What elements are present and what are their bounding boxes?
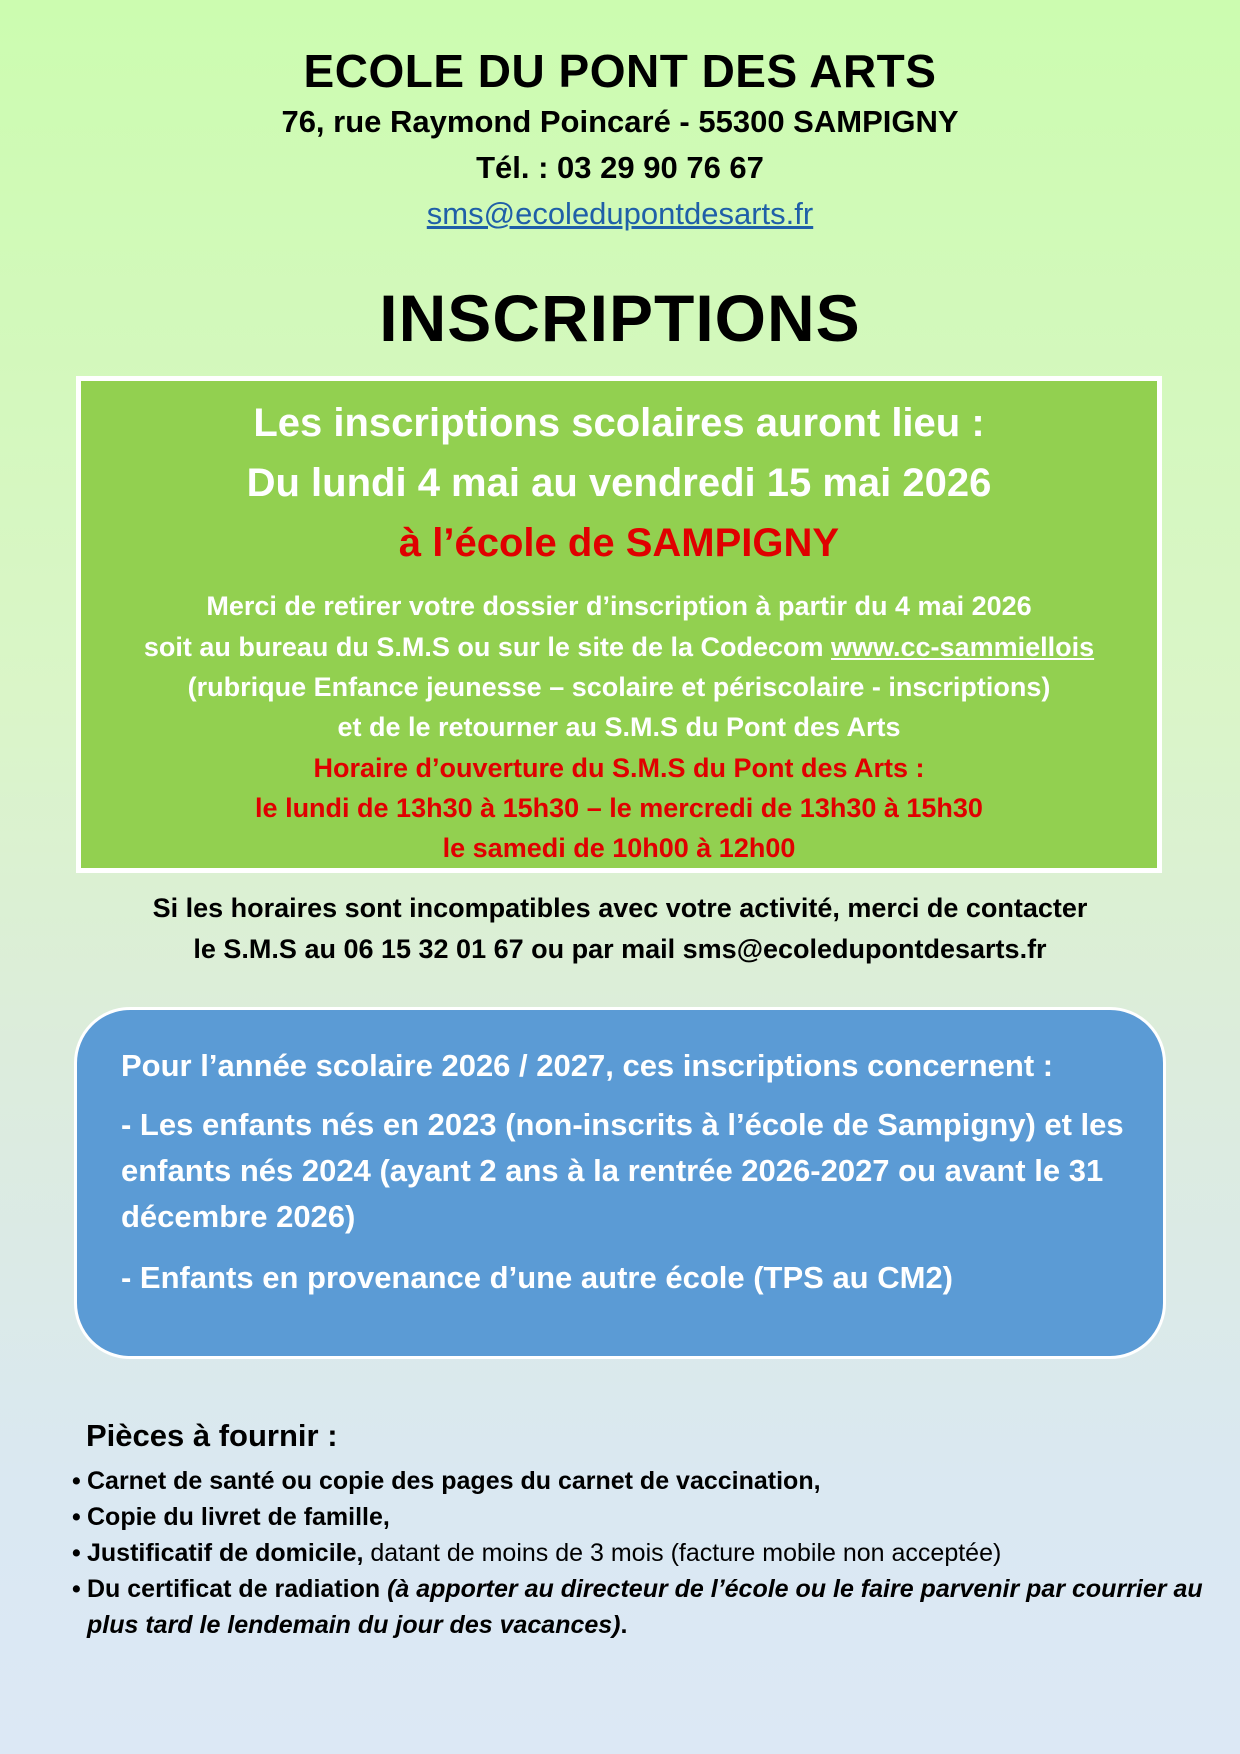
list-item-text: datant de moins de 3 mois (facture mobile non acceptée) (363, 1539, 1002, 1567)
dossier-rubric: (rubrique Enfance jeunesse – scolaire et périscolaire - inscriptions) (187, 672, 1051, 702)
documents-title: Pièces à fournir : (86, 1418, 338, 1453)
list-item-bold: Justificatif de domicile, (87, 1539, 364, 1567)
registration-dates-box (76, 376, 1162, 873)
dossier-info: Merci de retirer votre dossier d’inscription à partir du 4 mai 2026 (206, 591, 1032, 621)
school-phone: Tél. : 03 29 90 76 67 (476, 150, 764, 185)
contact-details: le S.M.S au 06 15 32 01 67 ou par mail sms@ecoledupontdesarts.fr (193, 934, 1047, 964)
list-item: • Carnet de santé ou copie des pages du carnet de vaccination, (72, 1463, 1222, 1499)
list-item-end: . (620, 1611, 628, 1639)
list-item-italic: (à apporter au directeur de l’école ou le faire parvenir par courrier au plus tard le lendemain du jour des vacances) (87, 1575, 1203, 1639)
dossier-return: et de le retourner au S.M.S du Pont des Arts (337, 712, 901, 742)
opening-hours-title: Horaire d’ouverture du S.M.S du Pont des Arts : (313, 753, 925, 783)
list-item (72, 1571, 1222, 1643)
eligibility-box (74, 1007, 1166, 1359)
registration-intro: Les inscriptions scolaires auront lieu : (253, 401, 985, 445)
eligibility-item: - Les enfants nés en 2023 (non-inscrits à l’école de Sampigny) et les enfants nés 2024 (ayant 2 ans à la rentrée 2026-2027 ou avant le 31 décembre 2026) (121, 1107, 1124, 1234)
list-item: • Copie du livret de famille, (72, 1499, 1222, 1535)
registration-location: à l’école de SAMPIGNY (398, 521, 840, 565)
documents-list (72, 1463, 1222, 1643)
list-item (72, 1535, 1222, 1571)
email-link[interactable]: sms@ecoledupontdesarts.fr (426, 196, 814, 231)
eligibility-item: - Enfants en provenance d’une autre école (TPS au CM2) (121, 1260, 954, 1295)
page-title: INSCRIPTIONS (379, 281, 861, 355)
opening-hours-saturday: le samedi de 10h00 à 12h00 (442, 833, 796, 863)
list-item-bold: Du certificat de radiation (87, 1575, 388, 1603)
eligibility-intro: Pour l’année scolaire 2026 / 2027, ces inscriptions concernent : (121, 1048, 1054, 1083)
dossier-source (81, 632, 1157, 663)
contact-note: Si les horaires sont incompatibles avec votre activité, merci de contacter (152, 893, 1088, 923)
school-name: ECOLE DU PONT DES ARTS (303, 45, 937, 97)
dossier-source-text: soit au bureau du S.M.S ou sur le site de la Codecom (143, 632, 832, 662)
opening-hours-weekdays: le lundi de 13h30 à 15h30 – le mercredi de 13h30 à 15h30 (255, 793, 983, 823)
school-address: 76, rue Raymond Poincaré - 55300 SAMPIGNY (281, 104, 959, 139)
school-email (0, 196, 1240, 232)
codecom-link[interactable]: www.cc-sammiellois (831, 632, 1095, 662)
registration-dates: Du lundi 4 mai au vendredi 15 mai 2026 (246, 461, 992, 505)
